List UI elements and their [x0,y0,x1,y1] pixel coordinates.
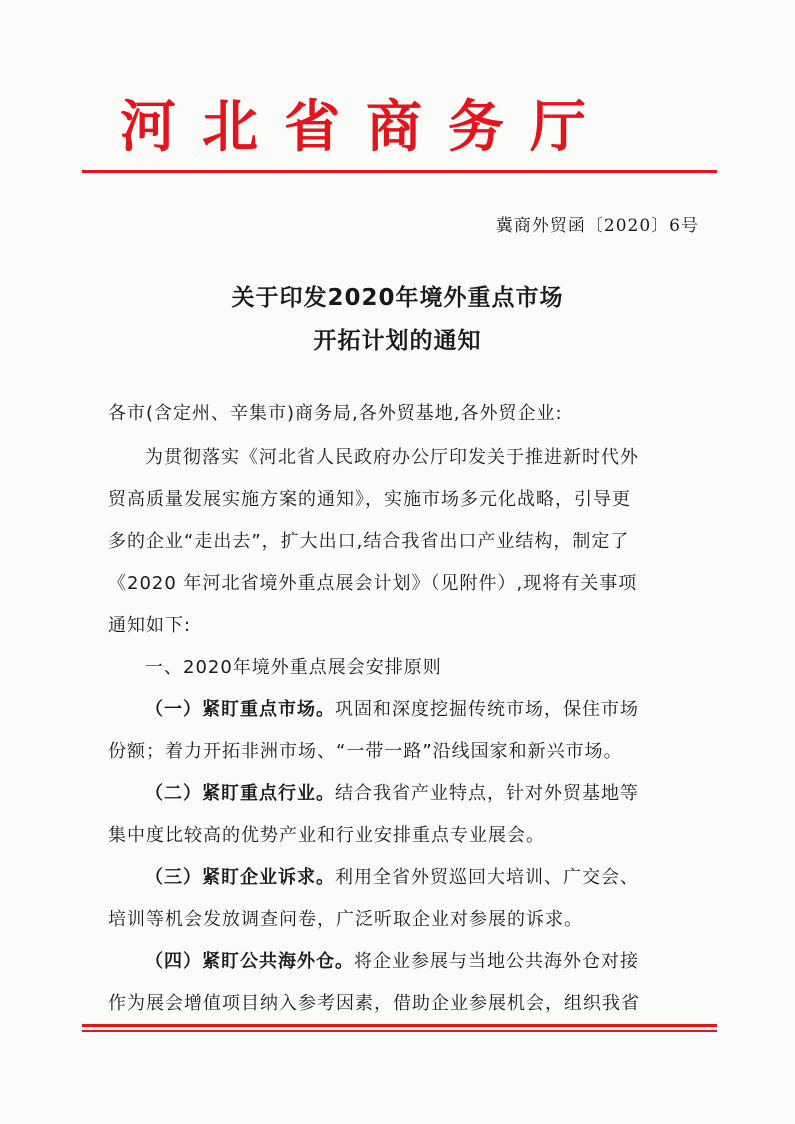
principle-label: （二）紧盯重点行业。 [145,783,335,804]
principle-text: 巩固和深度挖掘传统市场，保住市场 [335,699,639,720]
section-heading: 一、2020年境外重点展会安排原则 [145,657,442,678]
principle-item [145,947,639,973]
principle-text: 结合我省产业特点，针对外贸基地等 [335,783,639,804]
intro-line: 为贯彻落实《河北省人民政府办公厅印发关于推进新时代外 [145,447,639,468]
intro-line: 贸高质量发展实施方案的通知》，实施市场多元化战略，引导更 [108,489,631,510]
document-title-line-2: 开拓计划的通知 [313,328,482,354]
document-title-line-1: 关于印发2020年境外重点市场 [231,285,564,311]
principle-text: 将企业参展与当地公共海外仓对接 [354,951,639,972]
principle-text: 利用全省外贸巡回大培训、广交会、 [335,867,639,888]
document-number: 冀商外贸函〔2020〕6号 [495,216,699,236]
principle-text: 集中度比较高的优势产业和行业安排重点专业展会。 [108,825,545,846]
principle-item [145,695,639,721]
principle-text: 作为展会增值项目纳入参考因素，借助企业参展机会，组织我省 [108,993,640,1014]
intro-line: 多的企业“走出去”，扩大出口,结合我省出口产业结构，制定了 [108,531,630,552]
intro-line: 通知如下: [108,615,192,636]
principle-item [145,863,639,889]
principle-text: 份额；着力开拓非洲市场、“一带一路”沿线国家和新兴市场。 [108,741,623,762]
letterhead-red-rule [82,170,717,173]
principle-item [145,779,639,805]
letterhead-agency-name: 河北省商务厅 [120,94,612,160]
principle-label: （三）紧盯企业诉求。 [145,867,335,888]
intro-line: 《2020 年河北省境外重点展会计划》（见附件）,现将有关事项 [108,573,638,594]
footer-red-rule [82,1024,717,1027]
principle-text: 培训等机会发放调查问卷，广泛听取企业对参展的诉求。 [108,909,583,930]
salutation: 各市(含定州、辛集市)商务局,各外贸基地,各外贸企业: [108,403,563,424]
principle-label: （四）紧盯公共海外仓。 [145,951,354,972]
principle-label: （一）紧盯重点市场。 [145,699,335,720]
footer-red-rule [82,1030,717,1032]
